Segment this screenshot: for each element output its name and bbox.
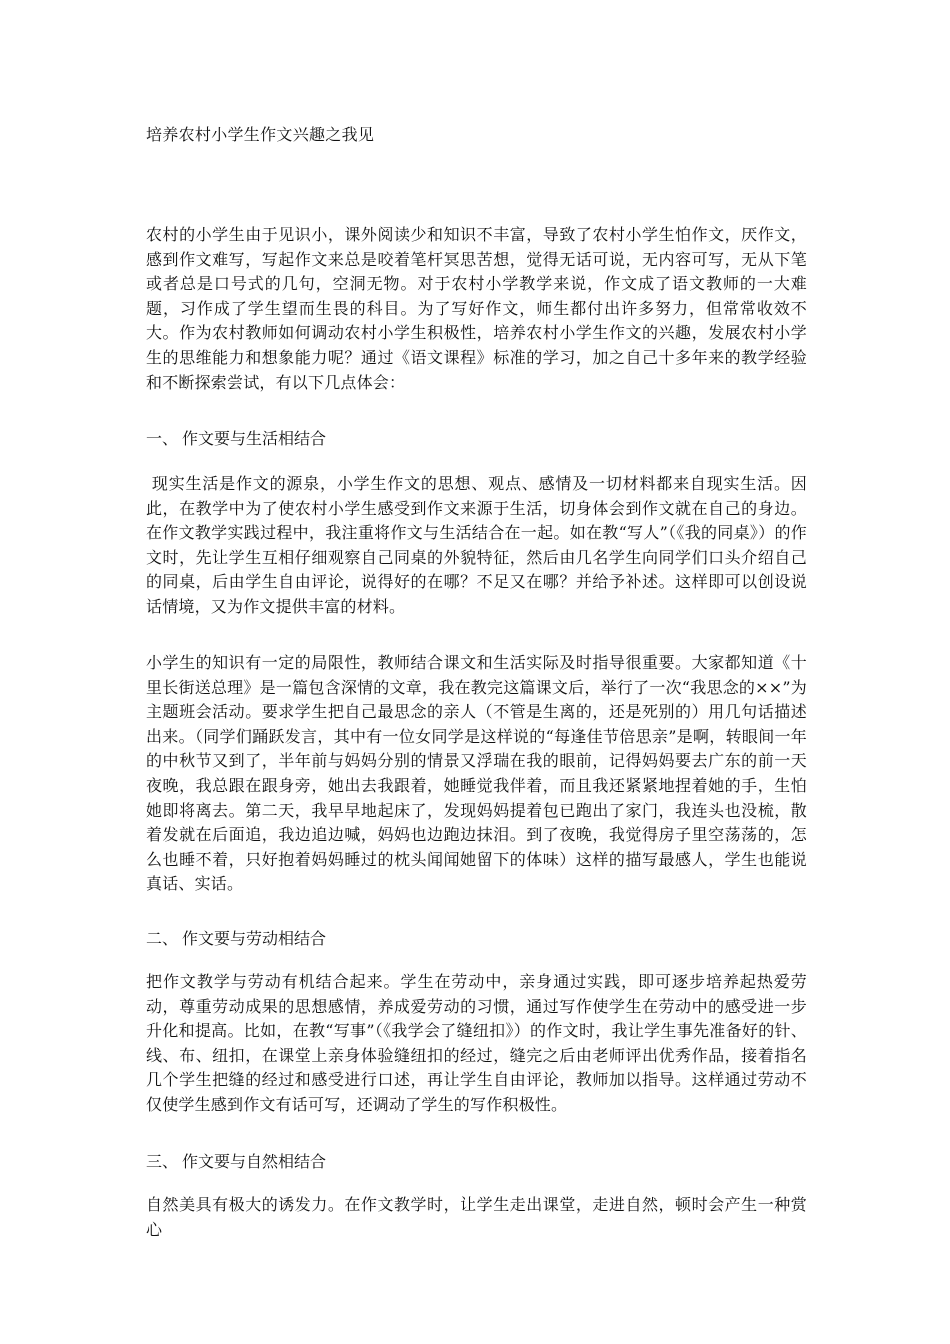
section-title-3: 作文要与自然相结合 — [182, 1152, 327, 1171]
section-number-1: 一、 — [146, 429, 179, 448]
section-2-paragraph-1: 把作文教学与劳动有机结合起来。学生在劳动中，亲身通过实践，即可逐步培养起热爱劳动，尊重劳动成果的思想感情，养成爱劳动的习惯，通过写作使学生在劳动中的感受进一步升化和提高。比如，在教“写事”（《我学会了缝纽扣》）的作文时，我让学生事先准备好的针、线、布、纽扣，在课堂上亲身体验缝纽扣的经过，缝完之后由老师评出优秀作品，接着指名几个学生把缝的经过和感受进行口述，再让学生自由评论，教师加以指导。这样通过劳动不仅使学生感到作文有话可写，还调动了学生的写作积极性。 — [146, 972, 807, 1114]
section-heading-2 — [146, 929, 326, 949]
section-number-2: 二、 — [146, 929, 179, 948]
section-1-paragraph-2: 小学生的知识有一定的局限性，教师结合课文和生活实际及时指导很重要。大家都知道《十里长街送总理》是一篇包含深情的文章，我在教完这篇课文后，举行了一次“我思念的××”为主题班会活动。要求学生把自己最思念的亲人（不管是生离的，还是死别的）用几句话描述出来。（同学们踊跃发言，其中有一位女同学是这样说的“每逢佳节倍思亲”是啊，转眼间一年的中秋节又到了，半年前与妈妈分别的情景又浮瑞在我的眼前，记得妈妈要去广东的前一天夜晚，我总跟在跟身旁，她出去我跟着，她睡觉我伴着，而且我还紧紧地捏着她的手，生怕她即将离去。第二天，我早早地起床了，发现妈妈提着包已跑出了家门，我连头也没梳，散着发就在后面追，我边追边喊，妈妈也边跑边抹泪。到了夜晚，我觉得房子里空荡荡的，怎么也睡不着，只好抱着妈妈睡过的枕头闻闻她留下的体味）这样的描写最感人，学生也能说真话、实话。 — [146, 653, 807, 894]
section-heading-3 — [146, 1152, 326, 1172]
section-heading-1 — [146, 429, 326, 449]
section-1-paragraph-1: 现实生活是作文的源泉，小学生作文的思想、观点、感情及一切材料都来自现实生活。因此，在教学中为了使农村小学生感受到作文来源于生活，切身体会到作文就在自己的身边。在作文教学实践过程中，我注重将作文与生活结合在一起。如在教“写人”（《我的同桌》）的作文时，先让学生互相仔细观察自己同桌的外貌特征，然后由几名学生向同学们口头介绍自己的同桌，后由学生自由评论，说得好的在哪？不足又在哪？并给予补述。这样即可以创设说话情境，又为作文提供丰富的材料。 — [146, 474, 807, 616]
section-3-paragraph-1: 自然美具有极大的诱发力。在作文教学时，让学生走出课堂，走进自然，顿时会产生一种赏心 — [146, 1195, 807, 1239]
document-title: 培养农村小学生作文兴趣之我见 — [146, 125, 375, 144]
section-title-2: 作文要与劳动相结合 — [182, 929, 327, 948]
intro-paragraph: 农村的小学生由于见识小，课外阅读少和知识不丰富，导致了农村小学生怕作文，厌作文，感到作文难写，写起作文来总是咬着笔杆冥思苦想，觉得无话可说，无内容可写，无从下笔或者总是口号式的几句，空洞无物。对于农村小学教学来说，作文成了语文教师的一大难题，习作成了学生望而生畏的科目。为了写好作文，师生都付出许多努力，但常常收效不大。作为农村教师如何调动农村小学生积极性，培养农村小学生作文的兴趣，发展农村小学生的思维能力和想象能力呢？通过《语文课程》标准的学习，加之自己十多年来的教学经验和不断探索尝试，有以下几点体会： — [146, 225, 807, 392]
section-number-3: 三、 — [146, 1152, 179, 1171]
section-title-1: 作文要与生活相结合 — [182, 429, 327, 448]
